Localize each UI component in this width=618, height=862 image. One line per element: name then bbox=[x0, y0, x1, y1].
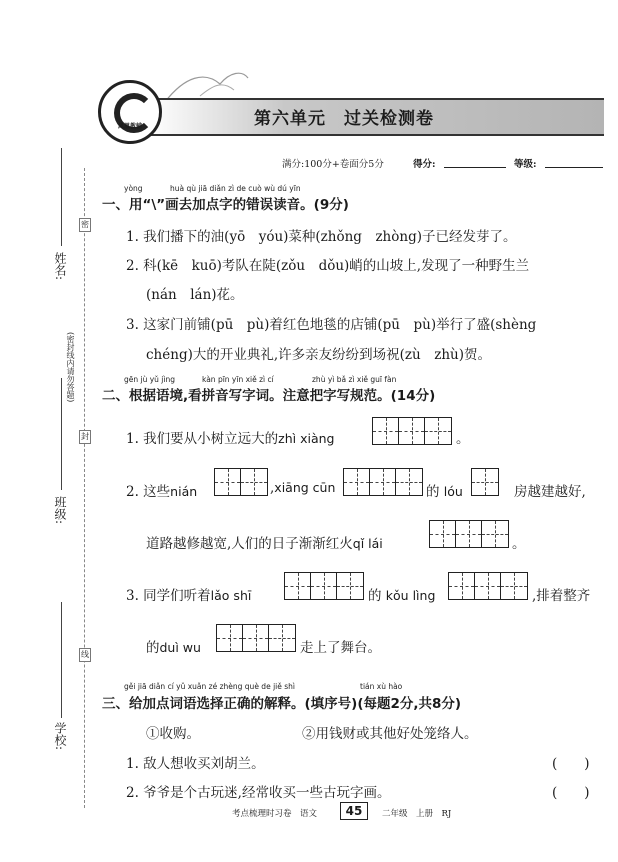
question-text: 道路越修越宽,人们的日子渐渐红火 bbox=[146, 536, 353, 552]
option-2: ②用钱财或其他好处笼络人。 bbox=[302, 726, 478, 742]
pinyin-annotation: tián xù hào bbox=[360, 682, 403, 691]
page-title: 第六单元 过关检测卷 bbox=[254, 109, 434, 129]
pinyin-annotation: kàn pīn yīn xiě zì cí bbox=[202, 375, 274, 384]
question-text: 房越建越好, bbox=[514, 484, 586, 500]
pinyin-annotation: gěi jiā diǎn cí yǔ xuǎn zé zhèng què de jiě shì bbox=[124, 682, 295, 691]
score-label: 得分: bbox=[413, 159, 436, 170]
writing-grid[interactable] bbox=[216, 624, 296, 652]
grade-label: 等级: bbox=[514, 159, 537, 170]
class-field[interactable] bbox=[61, 378, 62, 490]
pinyin-prompt: lóu bbox=[443, 484, 463, 499]
school-label: 学校: bbox=[53, 722, 67, 751]
question-text: 3. 同学们听着 bbox=[126, 588, 211, 604]
pinyin-prompt: nián bbox=[170, 484, 198, 499]
writing-grid[interactable] bbox=[343, 468, 423, 496]
option-1: ①收购。 bbox=[146, 726, 200, 742]
question-text bbox=[426, 480, 463, 500]
answer-blank[interactable]: ( ) bbox=[552, 785, 590, 801]
binding-dashed-line bbox=[84, 168, 85, 808]
question-3-1: 1. 敌人想收买刘胡兰。 bbox=[126, 756, 265, 772]
pinyin-prompt: zhì xiàng bbox=[278, 431, 335, 446]
question-1-1: 1. 我们播下的油(yō yóu)菜种(zhǒng zhòng)子已经发芽了。 bbox=[126, 229, 517, 245]
pinyin-prompt: duì wu bbox=[159, 640, 201, 655]
footer-right: 二年级 上册 RJ bbox=[382, 809, 452, 819]
writing-grid[interactable] bbox=[471, 468, 499, 496]
footer-left: 考点梳理时习卷 语文 bbox=[232, 809, 318, 819]
question-text: 1. 我们要从小树立远大的 bbox=[126, 431, 279, 447]
pinyin-prompt: lǎo shī bbox=[210, 588, 252, 603]
question-2-3 bbox=[126, 584, 251, 604]
score-info: 满分:100分+卷面分5分 bbox=[282, 159, 384, 170]
grade-field[interactable] bbox=[545, 156, 603, 168]
class-label: 班级: bbox=[53, 496, 67, 525]
name-label: 姓名: bbox=[53, 252, 67, 281]
score-field[interactable] bbox=[444, 156, 506, 168]
seal-mark-2: 封 bbox=[79, 430, 91, 444]
question-2-1 bbox=[126, 427, 335, 447]
pinyin-prompt: xiāng cūn bbox=[274, 480, 336, 495]
seal-mark-1: 密 bbox=[79, 218, 91, 232]
question-1-2-cont: (nán lán)花。 bbox=[146, 287, 244, 303]
answer-blank[interactable]: ( ) bbox=[552, 756, 590, 772]
pinyin-prompt: qǐ lái bbox=[352, 536, 383, 551]
pinyin-prompt: kǒu lìng bbox=[385, 588, 436, 603]
seal-note: (密封线内请勿答题) bbox=[66, 332, 75, 403]
question-3-2: 2. 爷爷是个古玩迷,经常收买一些古玩字画。 bbox=[126, 785, 391, 801]
writing-grid[interactable] bbox=[284, 572, 364, 600]
question-end: 。 bbox=[512, 536, 526, 552]
question-text bbox=[270, 480, 335, 496]
writing-grid[interactable] bbox=[429, 520, 509, 548]
pinyin-annotation: yòng bbox=[124, 184, 143, 193]
logo-text: 凤凰教辅 bbox=[117, 123, 142, 130]
writing-grid[interactable] bbox=[214, 468, 268, 496]
school-field[interactable] bbox=[61, 602, 62, 718]
question-text: 走上了舞台。 bbox=[300, 640, 381, 656]
question-text: 的 bbox=[146, 640, 160, 656]
question-text: ,排着整齐 bbox=[532, 588, 591, 604]
pinyin-annotation: zhù yì bǎ zì xiě guī fàn bbox=[312, 375, 397, 384]
seal-mark-3: 线 bbox=[79, 648, 91, 662]
question-1-3: 3. 这家门前铺(pū pù)着红色地毯的店铺(pū pù)举行了盛(shèng bbox=[126, 317, 537, 333]
question-2-2 bbox=[126, 480, 197, 500]
section-1-title: 一、用“\”画去加点字的错误读音。(9分) bbox=[102, 197, 349, 213]
question-text bbox=[368, 584, 435, 604]
question-1-3-cont: chéng)大的开业典礼,许多亲友纷纷到场祝(zù zhù)贺。 bbox=[146, 347, 491, 363]
logo bbox=[98, 80, 162, 144]
writing-grid[interactable] bbox=[372, 417, 452, 445]
section-2-title: 二、根据语境,看拼音写字词。注意把字写规范。(14分) bbox=[102, 388, 436, 404]
name-field[interactable] bbox=[61, 148, 62, 246]
question-text: 2. 这些 bbox=[126, 484, 171, 500]
question-1-2: 2. 科(kē kuō)考队在陡(zǒu dǒu)峭的山坡上,发现了一种野生兰 bbox=[126, 258, 530, 274]
page-number: 45 bbox=[340, 802, 368, 820]
question-text: 的 bbox=[426, 484, 440, 500]
pinyin-annotation: huà qù jiā diǎn zì de cuò wù dú yīn bbox=[170, 184, 301, 193]
question-2-3-cont bbox=[146, 636, 201, 656]
question-end: 。 bbox=[456, 431, 470, 447]
question-text: 的 bbox=[368, 588, 382, 604]
question-2-2-cont bbox=[146, 532, 383, 552]
pinyin-annotation: gēn jù yǔ jìng bbox=[124, 375, 175, 384]
punctuation: , bbox=[270, 480, 275, 496]
writing-grid[interactable] bbox=[448, 572, 528, 600]
section-3-title: 三、给加点词语选择正确的解释。(填序号)(每题2分,共8分) bbox=[102, 696, 462, 712]
